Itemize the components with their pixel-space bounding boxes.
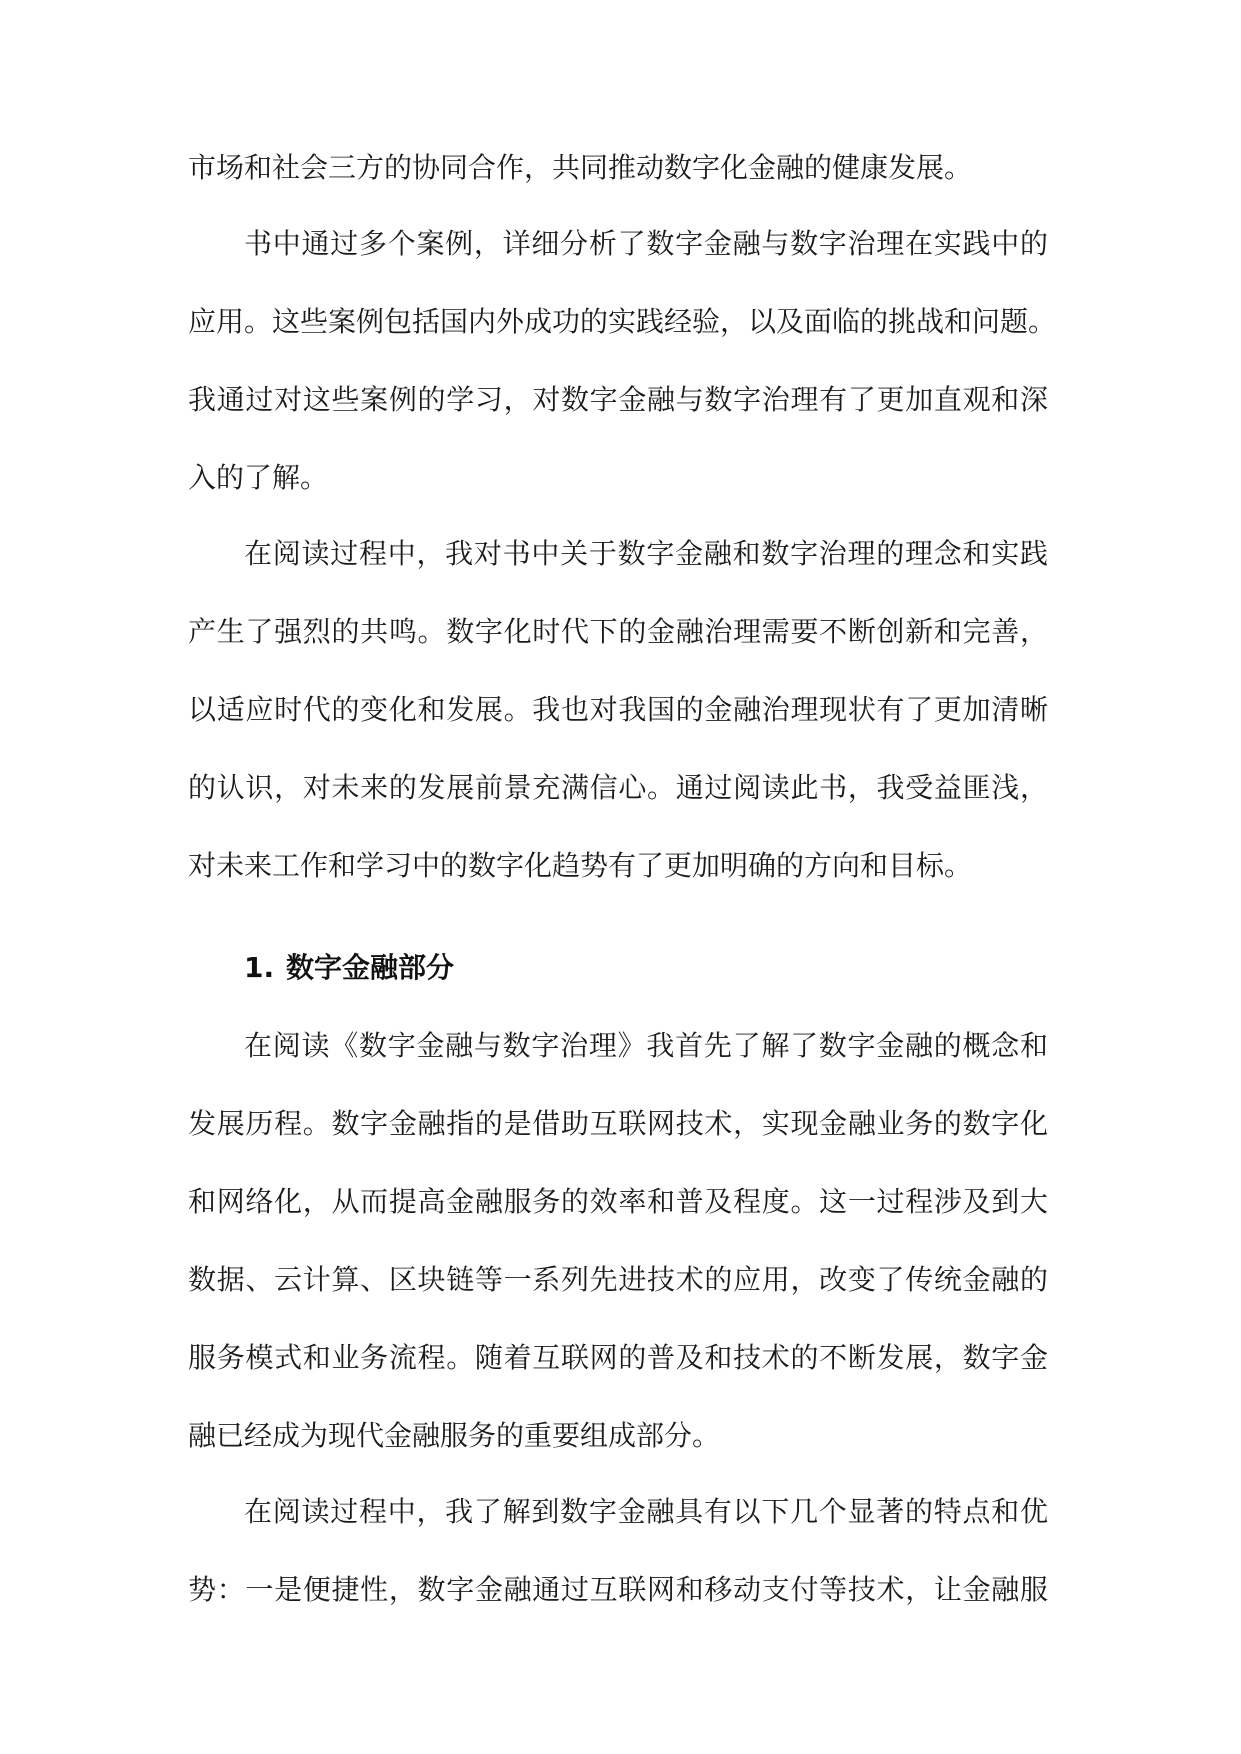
text-line: 和网络化，从而提高金融服务的效率和普及程度。这一过程涉及到大 <box>188 1185 1048 1218</box>
text-line: 数据、云计算、区块链等一系列先进技术的应用，改变了传统金融的 <box>188 1263 1048 1296</box>
text-line: 发展历程。数字金融指的是借助互联网技术，实现金融业务的数字化 <box>188 1107 1048 1140</box>
text-line: 在阅读过程中，我了解到数字金融具有以下几个显著的特点和优 <box>244 1495 1048 1528</box>
text-line: 服务模式和业务流程。随着互联网的普及和技术的不断发展，数字金 <box>188 1341 1048 1374</box>
section-number: 1. <box>244 951 275 984</box>
text-line: 势：一是便捷性，数字金融通过互联网和移动支付等技术，让金融服 <box>188 1573 1048 1606</box>
text-line: 在阅读过程中，我对书中关于数字金融和数字治理的理念和实践 <box>244 537 1048 570</box>
text-line: 市场和社会三方的协同合作，共同推动数字化金融的健康发展。 <box>188 151 973 184</box>
text-line: 产生了强烈的共鸣。数字化时代下的金融治理需要不断创新和完善， <box>188 615 1048 648</box>
section-title: 数字金融部分 <box>286 951 455 984</box>
text-line: 应用。这些案例包括国内外成功的实践经验，以及面临的挑战和问题。 <box>188 305 1057 338</box>
text-line: 我通过对这些案例的学习，对数字金融与数字治理有了更加直观和深 <box>188 383 1048 416</box>
text-line: 以适应时代的变化和发展。我也对我国的金融治理现状有了更加清晰 <box>188 693 1048 726</box>
text-line: 融已经成为现代金融服务的重要组成部分。 <box>188 1419 721 1452</box>
section-heading <box>244 948 454 988</box>
text-line: 对未来工作和学习中的数字化趋势有了更加明确的方向和目标。 <box>188 849 973 882</box>
text-line: 入的了解。 <box>188 461 329 494</box>
text-line: 书中通过多个案例，详细分析了数字金融与数字治理在实践中的 <box>244 227 1048 260</box>
text-line: 在阅读《数字金融与数字治理》我首先了解了数字金融的概念和 <box>244 1029 1048 1062</box>
text-line: 的认识，对未来的发展前景充满信心。通过阅读此书，我受益匪浅， <box>188 771 1048 804</box>
